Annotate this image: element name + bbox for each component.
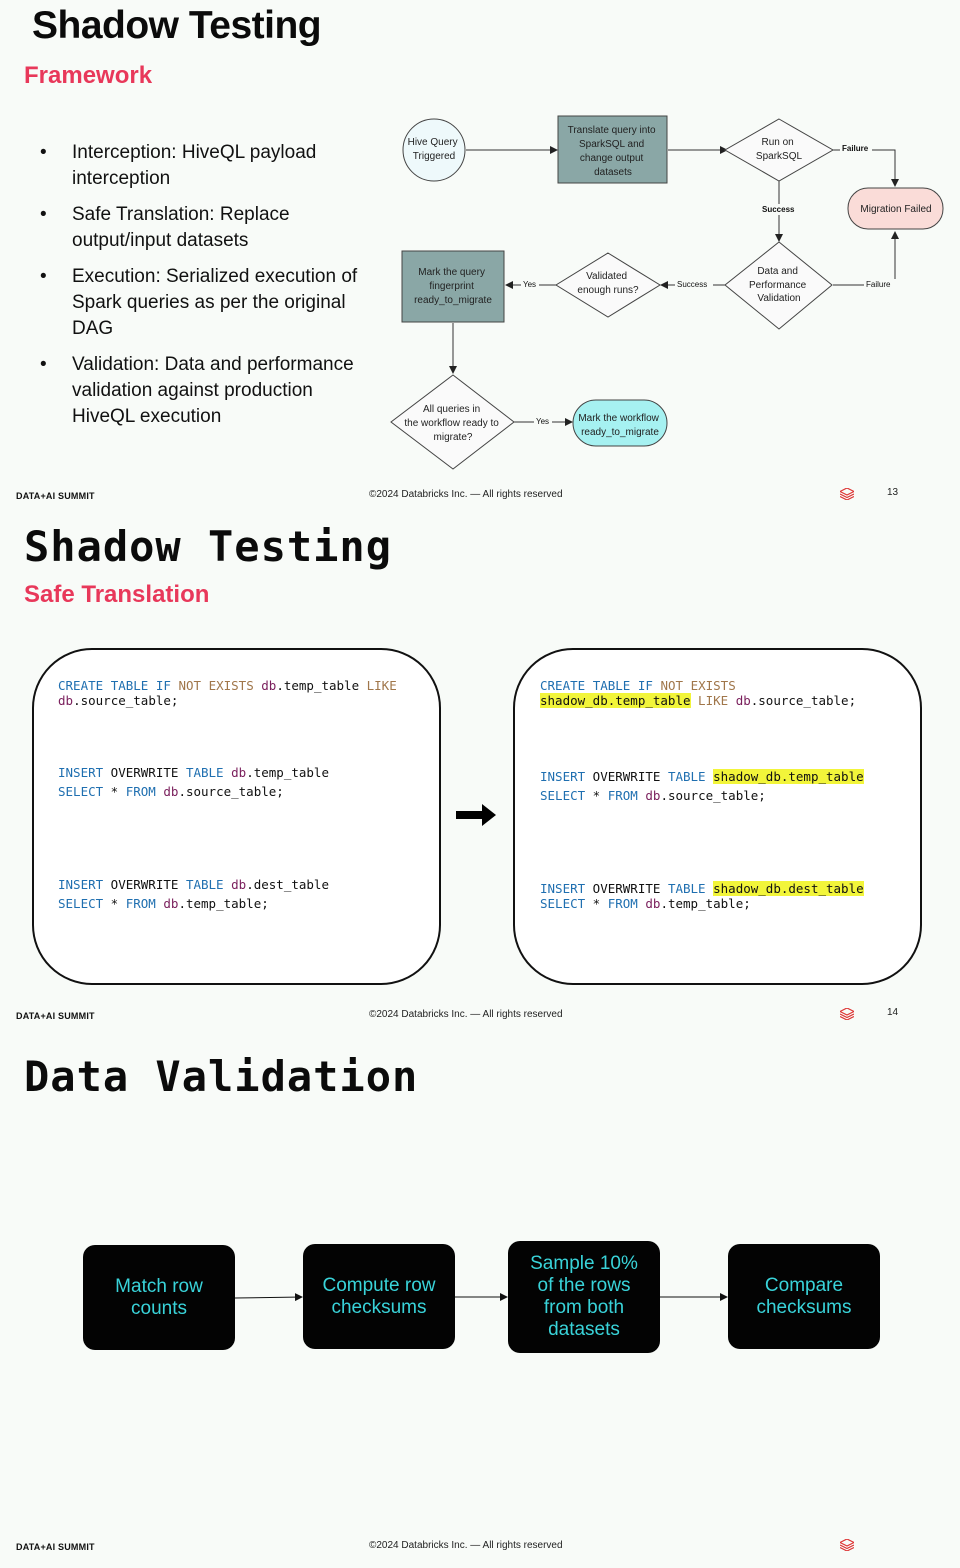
- translated-query-insert-dest: INSERT OVERWRITE TABLE shadow_db.dest_table SELECT * FROM db.temp_table;: [540, 881, 864, 911]
- node-data-performance-validation: [725, 242, 832, 329]
- svg-text:Yes: Yes: [536, 417, 550, 426]
- bullet-text: Interception: HiveQL payload interception: [72, 142, 317, 189]
- slide-subtitle: Framework: [24, 62, 153, 89]
- original-query-insert-dest: INSERT OVERWRITE TABLE db.dest_table SELECT * FROM db.temp_table;: [58, 877, 329, 911]
- slide-title: Shadow Testing: [24, 522, 393, 571]
- right-arrow-icon: [456, 804, 496, 826]
- databricks-logo-icon: [840, 1539, 854, 1551]
- bullet-text: Validation: Data and performance validation against production HiveQL execution: [72, 354, 354, 427]
- page-number: 14: [887, 1007, 899, 1018]
- bullet-text: Safe Translation: Replace output/input datasets: [72, 204, 290, 251]
- step-compute-row-checksums: Compute row checksums: [303, 1244, 455, 1349]
- svg-text:Success: Success: [677, 280, 708, 289]
- footer-logo: DATA+AI SUMMIT: [16, 1011, 95, 1021]
- original-query-insert-temp: INSERT OVERWRITE TABLE db.temp_table SELECT * FROM db.source_table;: [58, 765, 329, 799]
- step-sample-rows: Sample 10% of the rows from both datasets: [508, 1241, 660, 1353]
- node-translate-query: [558, 116, 667, 183]
- svg-text:Run on SparkSQL: Run on SparkSQL: [755, 137, 803, 162]
- node-mark-workflow: [573, 400, 667, 446]
- shadow-testing-flowchart: [0, 0, 960, 480]
- databricks-logo-icon: [840, 1008, 854, 1020]
- node-run-on-sparksql: [725, 119, 833, 181]
- step-match-row-counts: Match row counts: [83, 1245, 235, 1350]
- svg-text:Migration Failed: Migration Failed: [860, 204, 932, 215]
- svg-text:Yes: Yes: [523, 280, 537, 289]
- footer-logo: DATA+AI SUMMIT: [16, 491, 95, 501]
- translated-query-insert-temp: INSERT OVERWRITE TABLE shadow_db.temp_table SELECT * FROM db.source_table;: [540, 769, 864, 803]
- node-hive-query: [403, 119, 465, 181]
- translated-query-create: CREATE TABLE IF NOT EXISTS shadow_db.temp_table LIKE db.source_table;: [540, 678, 857, 708]
- slide-title: Shadow Testing: [32, 4, 322, 47]
- node-mark-query-fingerprint: [402, 251, 504, 322]
- svg-text:Mark the query fingerp: Mark the query fingerprint ready_to_migrate: [414, 267, 492, 306]
- svg-text:Data and Performance: Data and Performance Validation: [748, 266, 807, 304]
- svg-text:Failure: Failure: [866, 280, 891, 289]
- bullet-text: Execution: Serialized execution of Spark queries as per the original DAG: [72, 266, 358, 339]
- svg-text:Success: Success: [762, 205, 795, 214]
- bullet-marker: •: [40, 354, 47, 375]
- node-migration-failed: [848, 188, 943, 229]
- svg-text:Translate query into S: Translate query into SparkSQL and change output datasets: [567, 125, 656, 178]
- bullet-marker: •: [40, 266, 47, 287]
- footer-copyright: ©2024 Databricks Inc. — All rights reserved: [369, 1540, 563, 1551]
- node-all-queries-ready: [391, 375, 514, 469]
- page-number: 13: [887, 487, 899, 498]
- svg-text:Mark the workflow read: Mark the workflow ready_to_migrate: [578, 413, 659, 438]
- step-compare-checksums: Compare checksums: [728, 1244, 880, 1349]
- footer-copyright: ©2024 Databricks Inc. — All rights reserved: [369, 1009, 563, 1020]
- slide-subtitle: Safe Translation: [24, 581, 210, 608]
- slide-title: Data Validation: [24, 1052, 419, 1101]
- original-query-create: CREATE TABLE IF NOT EXISTS db.temp_table LIKE db.source_table;: [58, 678, 397, 708]
- slide-framework: [0, 0, 960, 510]
- footer-copyright: ©2024 Databricks Inc. — All rights reserved: [369, 489, 563, 500]
- slide-data-validation: [0, 1030, 960, 1568]
- bullet-marker: •: [40, 204, 47, 225]
- svg-text:Validated enough runs?: Validated enough runs?: [577, 271, 639, 296]
- footer-logo: DATA+AI SUMMIT: [16, 1542, 95, 1552]
- node-validated-enough-runs: [556, 253, 660, 317]
- svg-text:All queries in the wor: All queries in the workflow ready to migrate?: [404, 404, 499, 443]
- svg-text:Hive Query Triggered: Hive Query Triggered: [407, 137, 458, 162]
- svg-text:Failure: Failure: [842, 144, 869, 153]
- databricks-logo-icon: [840, 488, 854, 500]
- slide-safe-translation: [0, 510, 960, 1030]
- bullet-marker: •: [40, 142, 47, 163]
